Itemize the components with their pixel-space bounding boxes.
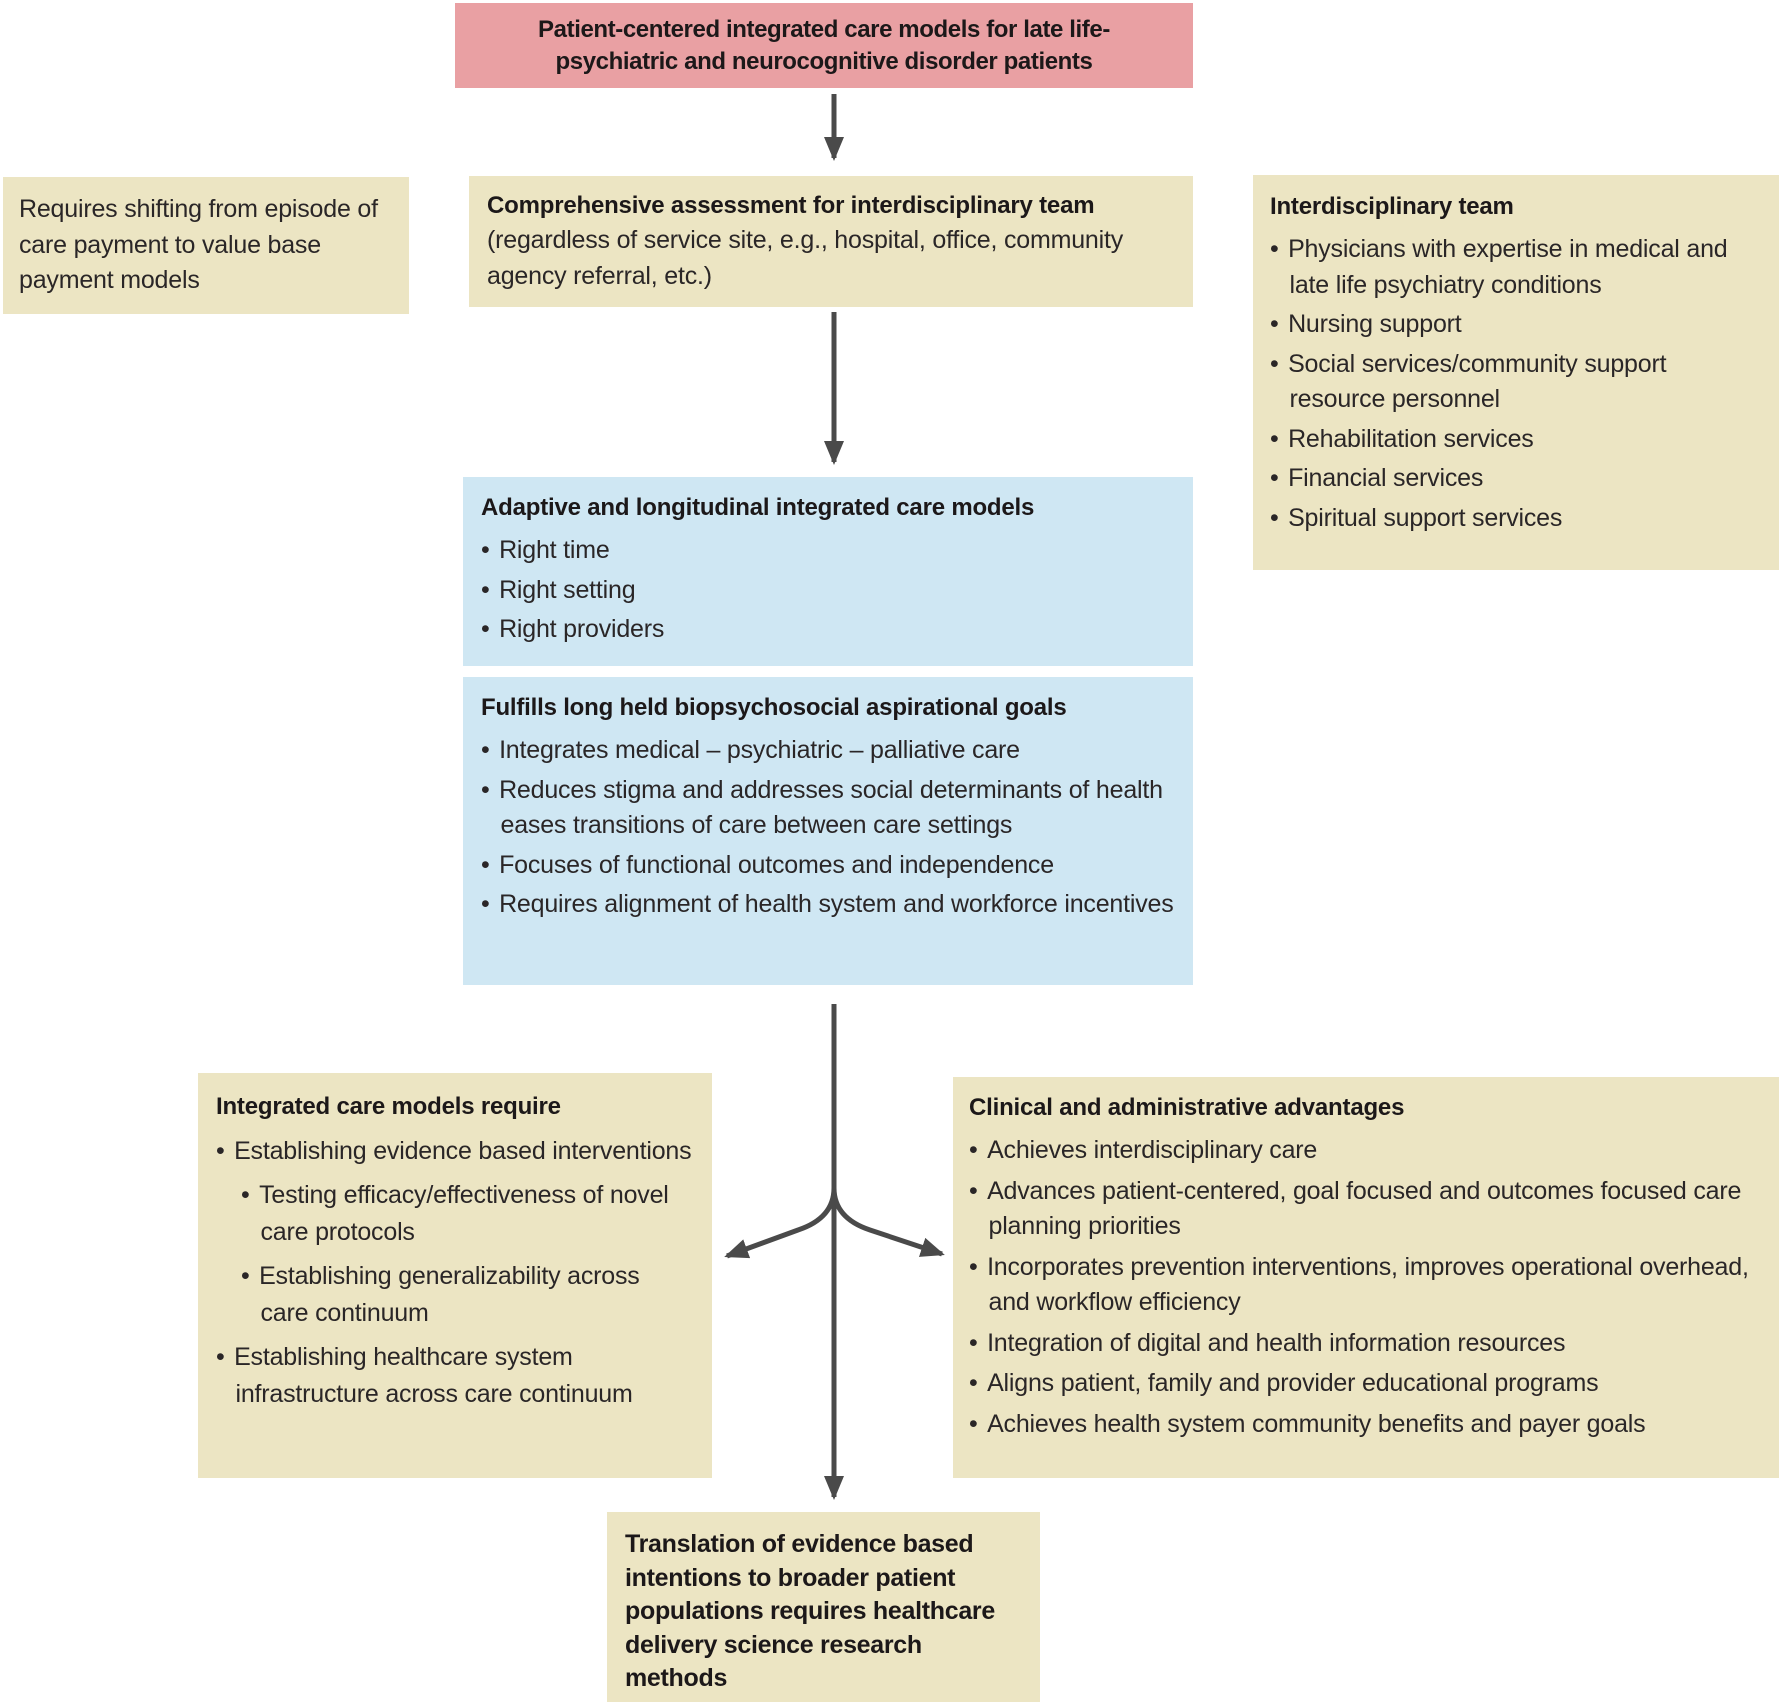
care-models-require-box <box>198 1073 712 1478</box>
arrow-branch-right <box>834 1188 942 1254</box>
list-item: • Establishing healthcare system infrastructure across care continuum <box>216 1339 694 1414</box>
goals-heading: Fulfills long held biopsychosocial aspirational goals <box>481 694 1067 721</box>
list-item: • Focuses of functional outcomes and independence <box>481 848 1175 884</box>
list-item: • Social services/community support resource personnel <box>1270 347 1762 418</box>
title-line-1: Patient-centered integrated care models for late life- <box>538 16 1110 43</box>
adaptive-heading: Adaptive and longitudinal integrated care models <box>481 494 1035 521</box>
list-item: • Financial services <box>1270 461 1762 497</box>
list-item: • Requires alignment of health system and workforce incentives <box>481 887 1175 923</box>
list-item: • Right setting <box>481 573 1175 609</box>
list-item: • Aligns patient, family and provider educational programs <box>969 1366 1763 1402</box>
adaptive-list <box>481 533 1175 648</box>
team-list <box>1270 232 1762 536</box>
title-box <box>455 3 1193 88</box>
translation-text: Translation of evidence based intentions to broader patient populations requires healthcare delivery science research methods <box>625 1530 995 1692</box>
list-item: • Achieves health system community benefits and payer goals <box>969 1407 1763 1443</box>
list-item: • Advances patient-centered, goal focused and outcomes focused care planning priorities <box>969 1174 1763 1245</box>
adaptive-models-box <box>463 477 1193 666</box>
list-item: • Reduces stigma and addresses social determinants of health eases transitions of care between care settings <box>481 773 1175 844</box>
interdisciplinary-team-box <box>1253 175 1779 570</box>
payment-shift-box <box>3 177 409 314</box>
payment-shift-text: Requires shifting from episode of care payment to value base payment models <box>19 195 378 294</box>
assessment-box <box>469 176 1193 307</box>
list-item: • Spiritual support services <box>1270 501 1762 537</box>
list-item: • Integration of digital and health information resources <box>969 1326 1763 1362</box>
list-item: • Rehabilitation services <box>1270 422 1762 458</box>
team-heading: Interdisciplinary team <box>1270 193 1514 220</box>
list-item: • Right providers <box>481 612 1175 648</box>
advantages-list <box>969 1133 1763 1442</box>
list-item: • Establishing evidence based interventions <box>216 1133 694 1171</box>
advantages-heading: Clinical and administrative advantages <box>969 1094 1405 1121</box>
title-line-2: psychiatric and neurocognitive disorder patients <box>555 47 1093 75</box>
list-item: • Establishing generalizability across care continuum <box>241 1258 694 1333</box>
translation-box <box>607 1512 1040 1702</box>
require-heading: Integrated care models require <box>216 1093 561 1120</box>
biopsychosocial-goals-box <box>463 677 1193 985</box>
list-item: • Right time <box>481 533 1175 569</box>
list-item: • Physicians with expertise in medical and late life psychiatry conditions <box>1270 232 1762 303</box>
assessment-body: (regardless of service site, e.g., hospital, office, community agency referral, etc.) <box>487 226 1124 290</box>
list-item: • Testing efficacy/effectiveness of novel care protocols <box>241 1177 694 1252</box>
list-item: • Incorporates prevention interventions, improves operational overhead, and workflow efficiency <box>969 1250 1763 1321</box>
arrow-branch-left <box>727 1188 834 1256</box>
advantages-box <box>953 1077 1779 1478</box>
list-item: • Integrates medical – psychiatric – palliative care <box>481 733 1175 769</box>
list-item: • Nursing support <box>1270 307 1762 343</box>
assessment-heading: Comprehensive assessment for interdisciplinary team <box>487 192 1095 219</box>
require-list <box>216 1133 694 1414</box>
goals-list <box>481 733 1175 923</box>
list-item: • Achieves interdisciplinary care <box>969 1133 1763 1169</box>
